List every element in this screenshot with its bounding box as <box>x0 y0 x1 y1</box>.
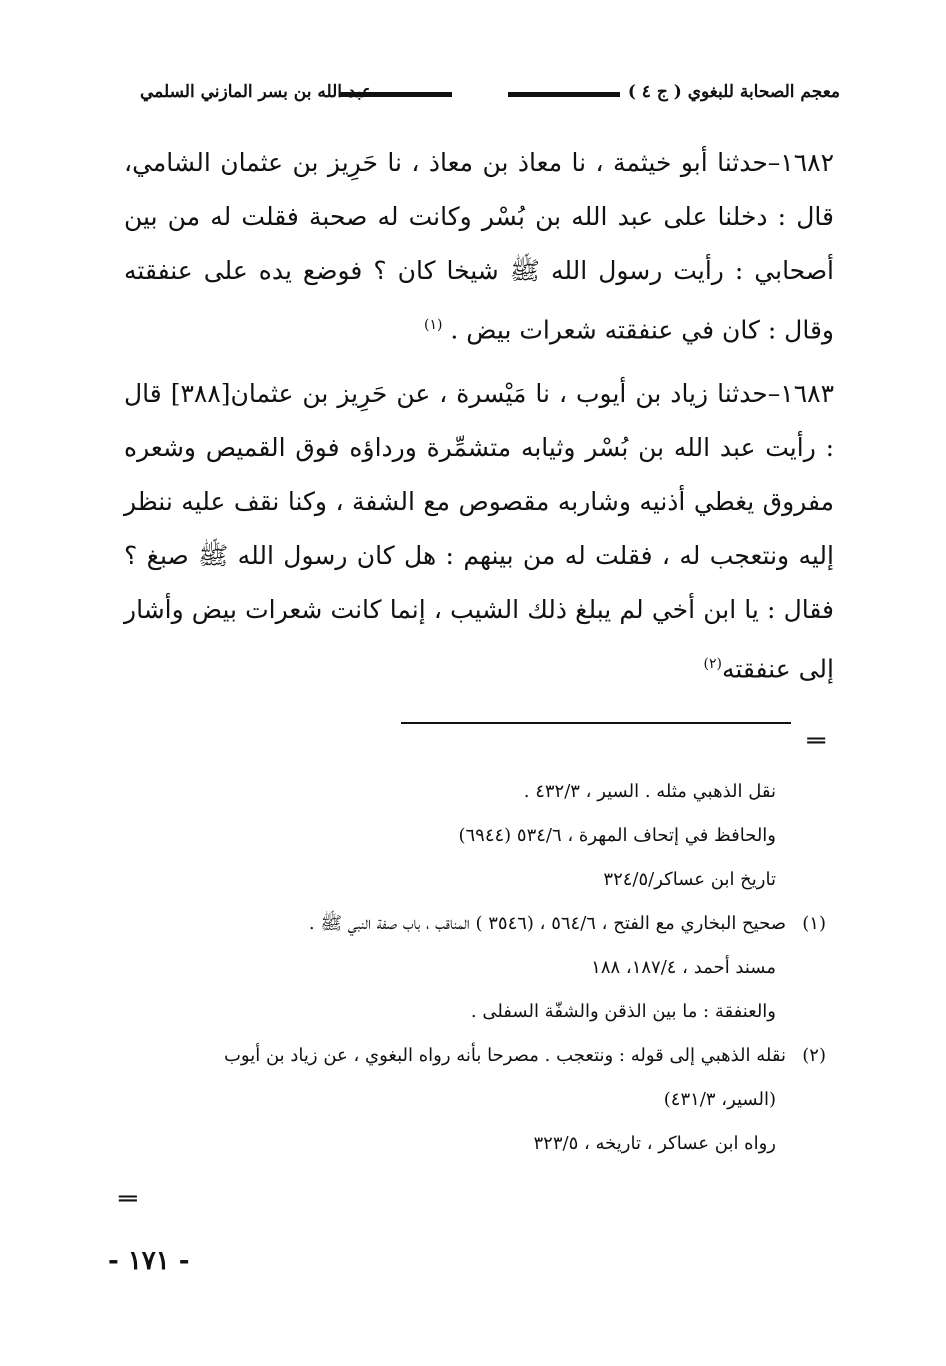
running-header <box>120 78 840 112</box>
header-section-title: عبد الله بن بسر المازني السلمي <box>140 82 373 102</box>
footnote-line: والحافظ في إتحاف المهرة ، ٥٣٤/٦ (٦٩٤٤) <box>458 825 776 846</box>
double-dash-mark: == <box>806 730 824 751</box>
footnote-line: (السير، ٤٣١/٣) <box>663 1089 776 1110</box>
footnote-ref-2: (٢) <box>703 656 722 673</box>
footnote-text: نقله الذهبي إلى قوله : ونتعجب . مصرحا بأنه رواه البغوي ، عن زياد بن أيوب <box>223 1045 786 1066</box>
header-rule-right <box>508 92 620 97</box>
main-text <box>124 136 834 707</box>
hadith-1683 <box>124 367 834 696</box>
footnote-separator <box>401 722 791 724</box>
hadith-1682 <box>124 136 834 357</box>
hadith-text: –حدثنا زياد بن أيوب ، نا مَيْسرة ، عن حَرِيز بن عثمان[٣٨٨] قال : رأيت عبد الله بن بُسْر وثيابه متشمِّرة ورداؤه فوق القميص وشعره مفروق يغطي أذنيه وشاربه مقصوص مع الشفة ، وكنا نقف عليه ننظر إليه ونتعجب له ، فقلت له من بينهم : هل كان رسول الله ﷺ صبغ ؟ فقال : يا ابن أخي لم يبلغ ذلك الشيب ، إنما كانت شعرات بيض وأشار إلى عنفقته <box>124 379 834 684</box>
footnote-2 <box>106 1034 826 1078</box>
double-dash-mark: == <box>118 1188 136 1209</box>
hadith-number: ١٦٨٣ <box>780 379 834 409</box>
footnote-line: مسند أحمد ، ١٨٧/٤، ١٨٨ <box>591 957 776 978</box>
footnote-text: صحيح البخاري مع الفتح ، ٥٦٤/٦ ، (٣٥٤٦ ) المناقب ، باب صفة النبي ﷺ . <box>308 913 786 934</box>
hadith-text: –حدثنا أبو خيثمة ، نا معاذ بن معاذ ، نا حَرِيز بن عثمان الشامي، قال : دخلنا على عبد الله بن بُسْر وكانت له صحبة فقلت له من بين أصحابي : رأيت رسول الله ﷺ شيخا كان ؟ فوضع يده على عنفقته وقال : كان في عنفقته شعرات بيض . <box>124 148 834 345</box>
footnote-mark: (١) <box>802 913 826 934</box>
footnotes <box>106 770 826 1166</box>
page-number: - ١٧١ - <box>108 1246 190 1276</box>
header-book-title: معجم الصحابة للبغوي ( ج ٤ ) <box>627 82 840 102</box>
footnote-mark: (٢) <box>802 1045 826 1066</box>
footnote-ref-1: (١) <box>423 317 443 333</box>
footnote-line: والعنفقة : ما بين الذقن والشفّة السفلى . <box>470 1001 776 1022</box>
hadith-number: ١٦٨٢ <box>780 148 834 177</box>
footnote-1 <box>106 902 826 946</box>
footnote-line: تاريخ ابن عساكر/٣٢٤/٥ <box>603 869 776 890</box>
footnote-line: نقل الذهبي مثله . السير ، ٤٣٢/٣ . <box>523 781 776 802</box>
footnote-line: رواه ابن عساكر ، تاريخه ، ٣٢٣/٥ <box>533 1133 776 1154</box>
